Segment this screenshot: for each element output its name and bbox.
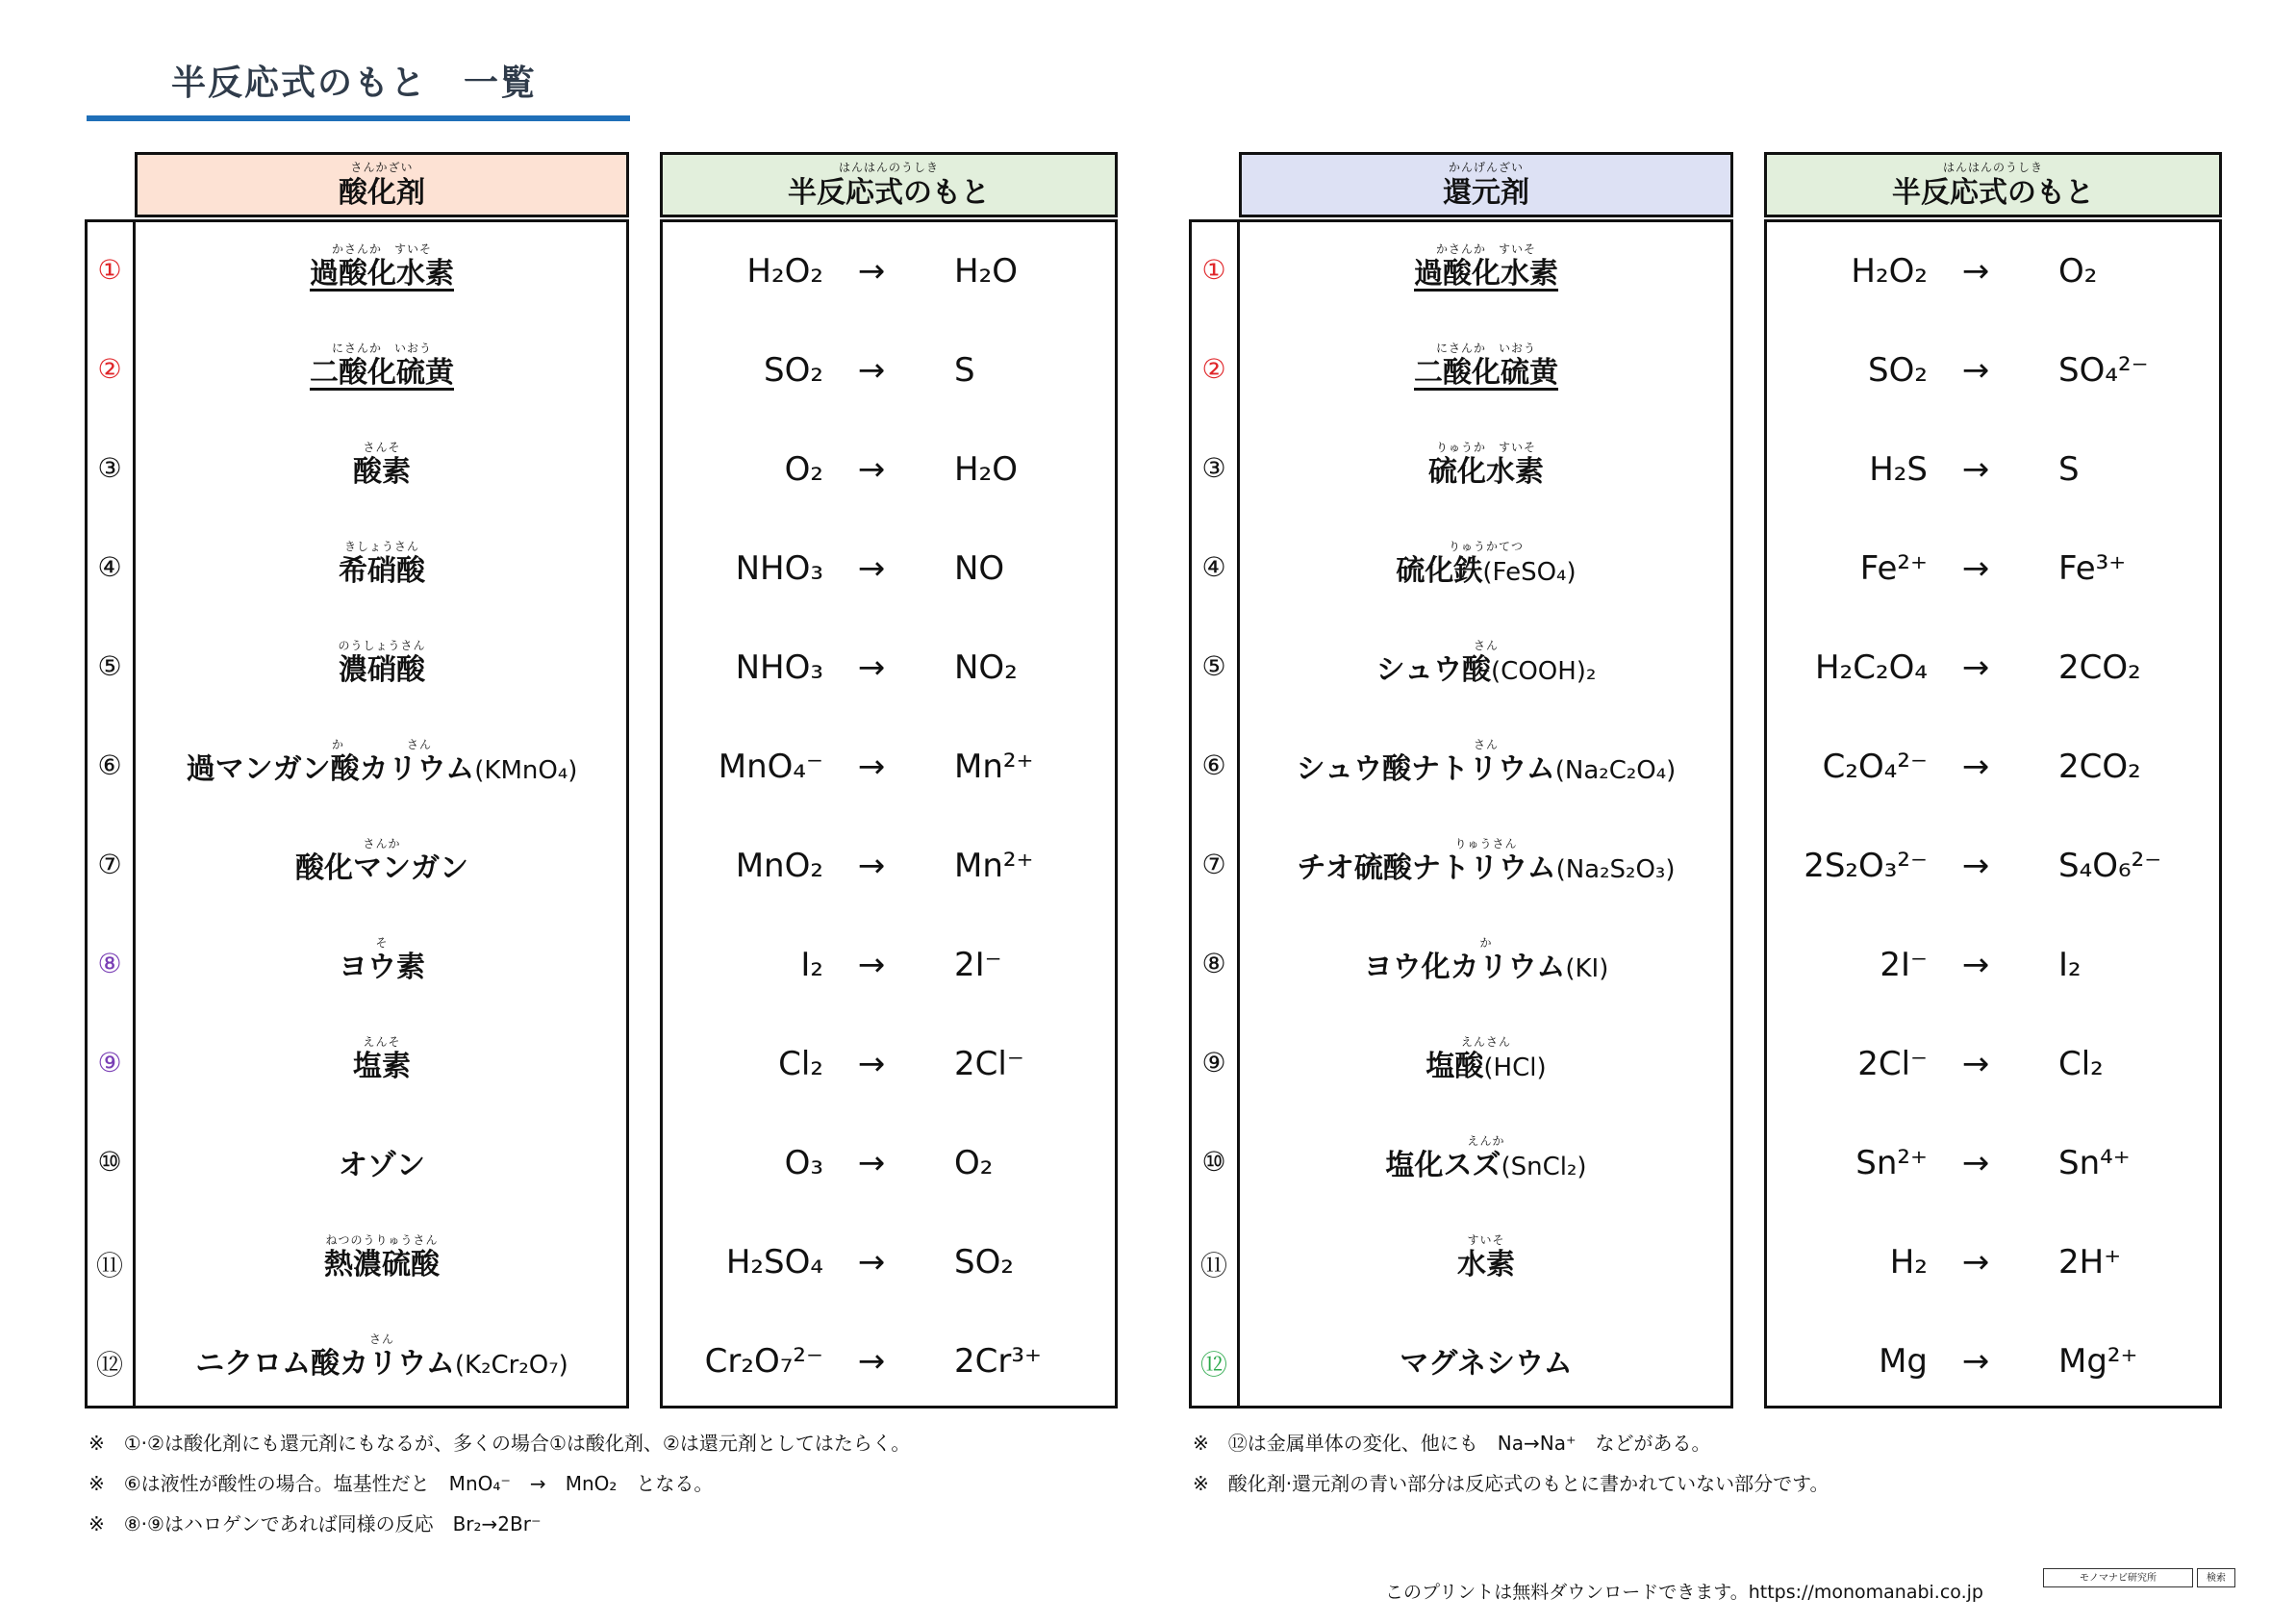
red-substance-label: 二酸化硫黄 (1414, 356, 1558, 390)
red-row-number: ② (1201, 353, 1226, 385)
red-equation-left: Mg (1879, 1342, 1928, 1381)
red-equation-right: 2H⁺ (2058, 1243, 2122, 1281)
red-substance-name (1241, 1035, 1731, 1085)
title-underline (87, 115, 630, 121)
red-substance-ruby (1241, 1332, 1731, 1346)
ox-substance-ruby: そ (375, 936, 389, 950)
red-equation-arrow: → (1961, 450, 1990, 489)
ox-equation-left: NHO₃ (735, 648, 823, 687)
ox-equation-arrow: → (857, 847, 886, 885)
red-substance-ruby: りゅうか すいそ (1435, 441, 1536, 454)
ox-substance-ruby: さんか (363, 837, 401, 850)
red-equation-arrow: → (1961, 946, 1990, 984)
ox-row-number: ⑫ (95, 1349, 123, 1381)
ox-equation-arrow: → (857, 351, 886, 390)
red-equation-left: C₂O₄²⁻ (1822, 748, 1928, 786)
ox-equation-left: H₂SO₄ (725, 1243, 823, 1281)
ox-substance-name (137, 342, 627, 392)
red-equation-right: 2CO₂ (2058, 748, 2141, 786)
ox-equation-arrow: → (857, 1045, 886, 1083)
red-substance-name (1241, 540, 1731, 590)
ox-equation-arrow: → (857, 648, 886, 687)
ox-equation-right: 2Cr³⁺ (954, 1342, 1042, 1381)
red-substance-ruby: かさんか すいそ (1435, 242, 1536, 256)
red-substance-name (1241, 342, 1731, 392)
ox-substance-label: オゾン (339, 1149, 425, 1182)
ox-equation-left: MnO₄⁻ (718, 748, 823, 786)
ox-row-number: ⑨ (97, 1047, 122, 1078)
red-equation-left: H₂C₂O₄ (1815, 648, 1928, 687)
red-equation-arrow: → (1961, 1342, 1990, 1381)
red-substance-label: 硫化水素 (1428, 455, 1544, 489)
ox-substance-label: 熱濃硫酸 (324, 1248, 440, 1281)
red-substance-ruby: えんか (1467, 1134, 1505, 1148)
ox-row-number: ⑩ (97, 1146, 122, 1178)
red-row-number: ⑥ (1201, 749, 1226, 781)
oxidizer-name-column (85, 219, 629, 1408)
ox-substance-name (137, 1233, 627, 1283)
red-row-number: ⑦ (1201, 849, 1226, 880)
red-substance-label: 過酸化水素 (1414, 257, 1558, 291)
red-equation-right: Fe³⁺ (2058, 549, 2127, 588)
red-substance-name (1241, 242, 1731, 292)
oxidizer-header: さんかざい 酸化剤 (135, 152, 629, 217)
ox-substance-name (137, 441, 627, 491)
ox-substance-name (137, 1134, 627, 1184)
ox-substance-ruby: きしょうさん (343, 540, 419, 553)
ox-equation-right: Mn²⁺ (954, 748, 1034, 786)
red-substance-label: 硫化鉄 (1396, 554, 1483, 588)
red-row-number: ① (1201, 254, 1226, 286)
ox-substance-ruby: さん (368, 1332, 394, 1346)
ox-equation-left: MnO₂ (735, 847, 823, 885)
red-equation-right: S (2058, 450, 2080, 489)
ox-row-number: ① (97, 254, 122, 286)
red-substance-formula: (COOH)₂ (1491, 657, 1597, 686)
ox-equation-right: H₂O (954, 252, 1018, 291)
red-substance-name (1241, 837, 1731, 887)
ox-substance-name (137, 837, 627, 887)
red-equation-left: 2S₂O₃²⁻ (1804, 847, 1928, 885)
ox-substance-ruby: か さん (331, 738, 432, 751)
ox-row-number: ⑦ (97, 849, 122, 880)
red-substance-ruby: えんさん (1460, 1035, 1511, 1049)
ox-row-number: ② (97, 353, 122, 385)
red-equation-right: 2CO₂ (2058, 648, 2141, 687)
ox-equation-arrow: → (857, 1243, 886, 1281)
ox-substance-ruby: のうしょうさん (338, 639, 426, 652)
ox-equation-right: NO₂ (954, 648, 1018, 687)
ox-substance-label: 希硝酸 (339, 554, 425, 588)
red-equation-right: S₄O₆²⁻ (2058, 847, 2162, 885)
ox-equation-left: Cl₂ (778, 1045, 823, 1083)
ox-substance-ruby (137, 1134, 627, 1148)
red-substance-name (1241, 1233, 1731, 1283)
ox-substance-name (137, 1035, 627, 1085)
ox-substance-name (137, 1332, 627, 1383)
ox-equation-arrow: → (857, 946, 886, 984)
red-substance-label: マグネシウム (1400, 1347, 1573, 1381)
red-substance-ruby: すいそ (1467, 1233, 1505, 1247)
ox-substance-label: 酸化マンガン (295, 851, 468, 885)
red-row-number: ⑤ (1201, 650, 1226, 682)
red-row-number: ⑩ (1201, 1146, 1226, 1178)
red-substance-formula: (Na₂C₂O₄) (1554, 756, 1677, 785)
red-substance-label: 水素 (1457, 1248, 1515, 1281)
red-substance-label: 塩酸 (1426, 1050, 1484, 1083)
red-substance-name (1241, 1332, 1731, 1383)
red-substance-label: シュウ酸ナトリウム (1296, 752, 1555, 786)
red-equation-arrow: → (1961, 1243, 1990, 1281)
footer-text: このプリントは無料ダウンロードできます。https://monomanabi.co.jp (1385, 1582, 1983, 1603)
ox-equation-arrow: → (857, 549, 886, 588)
red-row-number: ⑫ (1199, 1349, 1227, 1381)
ox-substance-label: 酸素 (353, 455, 411, 489)
search-box[interactable]: モノマナビ研究所 (2043, 1568, 2193, 1587)
reducer-equation-column (1764, 219, 2222, 1408)
ox-equation-right: NO (954, 549, 1005, 588)
red-equation-arrow: → (1961, 351, 1990, 390)
note-right-2: ※ 酸化剤·還元剤の青い部分は反応式のもとに書かれていない部分です。 (1193, 1472, 1829, 1495)
ox-row-number: ③ (97, 452, 122, 484)
red-equation-right: SO₄²⁻ (2058, 351, 2149, 390)
ox-equation-right: S (954, 351, 975, 390)
red-equation-right: O₂ (2058, 252, 2098, 291)
red-row-number: ⑨ (1201, 1047, 1226, 1078)
red-row-number: ⑪ (1199, 1250, 1227, 1281)
ox-substance-name (137, 936, 627, 986)
red-equation-left: H₂O₂ (1851, 252, 1928, 291)
red-equation-left: Fe²⁺ (1859, 549, 1928, 588)
red-row-number: ④ (1201, 551, 1226, 583)
ox-equation-arrow: → (857, 1144, 886, 1182)
red-equation-left: 2Cl⁻ (1857, 1045, 1928, 1083)
ox-equation-right: Mn²⁺ (954, 847, 1034, 885)
search-button[interactable]: 検索 (2197, 1568, 2235, 1587)
ox-substance-ruby: にさんか いおう (331, 342, 432, 355)
red-equation-right: I₂ (2058, 946, 2082, 984)
ox-equation-left: NHO₃ (735, 549, 823, 588)
red-substance-name (1241, 738, 1731, 788)
red-substance-formula: (Na₂S₂O₃) (1555, 855, 1676, 884)
ox-equation-left: H₂O₂ (746, 252, 823, 291)
red-equation-arrow: → (1961, 648, 1990, 687)
red-equation-arrow: → (1961, 748, 1990, 786)
red-substance-label: ヨウ化カリウム (1363, 951, 1566, 984)
red-substance-formula: (HCl) (1483, 1053, 1547, 1082)
note-left-3: ※ ⑧·⑨はハロゲンであれば同様の反応 Br₂→2Br⁻ (88, 1512, 542, 1535)
red-substance-label: チオ硫酸ナトリウム (1297, 851, 1556, 885)
ox-equation-right: SO₂ (954, 1243, 1014, 1281)
ox-substance-label: 濃硝酸 (339, 653, 425, 687)
ox-row-number: ④ (97, 551, 122, 583)
oxidizer-equation-column (660, 219, 1118, 1408)
red-equation-right: Sn⁴⁺ (2058, 1144, 2131, 1182)
ox-equation-right: 2I⁻ (954, 946, 1002, 984)
red-substance-ruby: か (1479, 936, 1493, 950)
ox-substance-name (137, 242, 627, 292)
red-substance-formula: (SnCl₂) (1501, 1153, 1587, 1181)
red-substance-name (1241, 1134, 1731, 1184)
reducer-name-column (1189, 219, 1733, 1408)
ox-equation-arrow: → (857, 252, 886, 291)
ox-row-number: ⑧ (97, 948, 122, 979)
ox-equation-right: H₂O (954, 450, 1018, 489)
red-substance-ruby: りゅうかてつ (1448, 540, 1524, 553)
ox-equation-left: O₂ (784, 450, 823, 489)
ox-substance-name (137, 738, 627, 788)
ox-substance-name (137, 639, 627, 689)
ox-substance-ruby: ねつのうりゅうさん (325, 1233, 439, 1247)
ox-substance-formula: (K₂Cr₂O₇) (454, 1351, 568, 1380)
red-row-number: ③ (1201, 452, 1226, 484)
red-equation-arrow: → (1961, 1045, 1990, 1083)
ox-equation-left: Cr₂O₇²⁻ (704, 1342, 823, 1381)
red-equation-left: H₂ (1889, 1243, 1928, 1281)
ox-equation-arrow: → (857, 1342, 886, 1381)
red-substance-name (1241, 639, 1731, 689)
red-equation-arrow: → (1961, 1144, 1990, 1182)
ox-substance-label: ニクロム酸カリウム (195, 1347, 455, 1381)
ox-equation-right: O₂ (954, 1144, 994, 1182)
red-substance-ruby: りゅうさん (1454, 837, 1518, 850)
note-left-2: ※ ⑥は液性が酸性の場合。塩基性だと MnO₄⁻ → MnO₂ となる。 (88, 1472, 714, 1495)
ox-substance-label: 二酸化硫黄 (310, 356, 454, 390)
ox-substance-label: 過マンガン酸カリウム (186, 752, 475, 786)
red-equation-left: 2I⁻ (1880, 946, 1928, 984)
red-equation-left: H₂S (1869, 450, 1928, 489)
ox-substance-ruby: さんそ (363, 441, 401, 454)
reducer-header: かんげんざい 還元剤 (1239, 152, 1733, 217)
note-right-1: ※ ⑫は金属単体の変化、他にも Na→Na⁺ などがある。 (1193, 1432, 1711, 1455)
oxidizer-number-divider (133, 219, 136, 1408)
ox-equation-left: O₃ (784, 1144, 823, 1182)
red-substance-name (1241, 441, 1731, 491)
note-left-1: ※ ①·②は酸化剤にも還元剤にもなるが、多くの場合①は酸化剤、②は還元剤としてはたらく。 (88, 1432, 911, 1455)
red-row-number: ⑧ (1201, 948, 1226, 979)
page-title: 半反応式のもと 一覧 (171, 63, 538, 103)
red-substance-label: 塩化スズ (1385, 1149, 1501, 1182)
ox-substance-name (137, 540, 627, 590)
ox-equation-left: SO₂ (764, 351, 823, 390)
ox-row-number: ⑪ (95, 1250, 123, 1281)
red-equation-arrow: → (1961, 549, 1990, 588)
red-equation-left: SO₂ (1868, 351, 1928, 390)
ox-equation-arrow: → (857, 450, 886, 489)
red-equation-arrow: → (1961, 847, 1990, 885)
red-substance-ruby: にさんか いおう (1435, 342, 1536, 355)
red-substance-formula: (KI) (1565, 954, 1609, 983)
red-equation-left: Sn²⁺ (1855, 1144, 1928, 1182)
ox-substance-label: 過酸化水素 (310, 257, 454, 291)
reducer-number-divider (1237, 219, 1240, 1408)
ox-substance-label: ヨウ素 (339, 951, 425, 984)
ox-substance-ruby: えんそ (363, 1035, 401, 1049)
ox-row-number: ⑥ (97, 749, 122, 781)
red-substance-name (1241, 936, 1731, 986)
red-substance-ruby: さん (1473, 639, 1499, 652)
oxidizer-equation-header: はんはんのうしき 半反応式のもと (660, 152, 1118, 217)
reducer-equation-header: はんはんのうしき 半反応式のもと (1764, 152, 2222, 217)
ox-substance-label: 塩素 (353, 1050, 411, 1083)
ox-equation-arrow: → (857, 748, 886, 786)
red-equation-right: Cl₂ (2058, 1045, 2104, 1083)
ox-row-number: ⑤ (97, 650, 122, 682)
ox-substance-ruby: かさんか すいそ (331, 242, 432, 256)
red-equation-arrow: → (1961, 252, 1990, 291)
red-substance-label: シュウ酸 (1375, 653, 1492, 687)
red-substance-ruby: さん (1473, 738, 1499, 751)
red-substance-formula: (FeSO₄) (1482, 558, 1577, 587)
ox-equation-right: 2Cl⁻ (954, 1045, 1024, 1083)
ox-equation-left: I₂ (800, 946, 823, 984)
ox-substance-formula: (KMnO₄) (474, 756, 578, 785)
red-equation-right: Mg²⁺ (2058, 1342, 2138, 1381)
